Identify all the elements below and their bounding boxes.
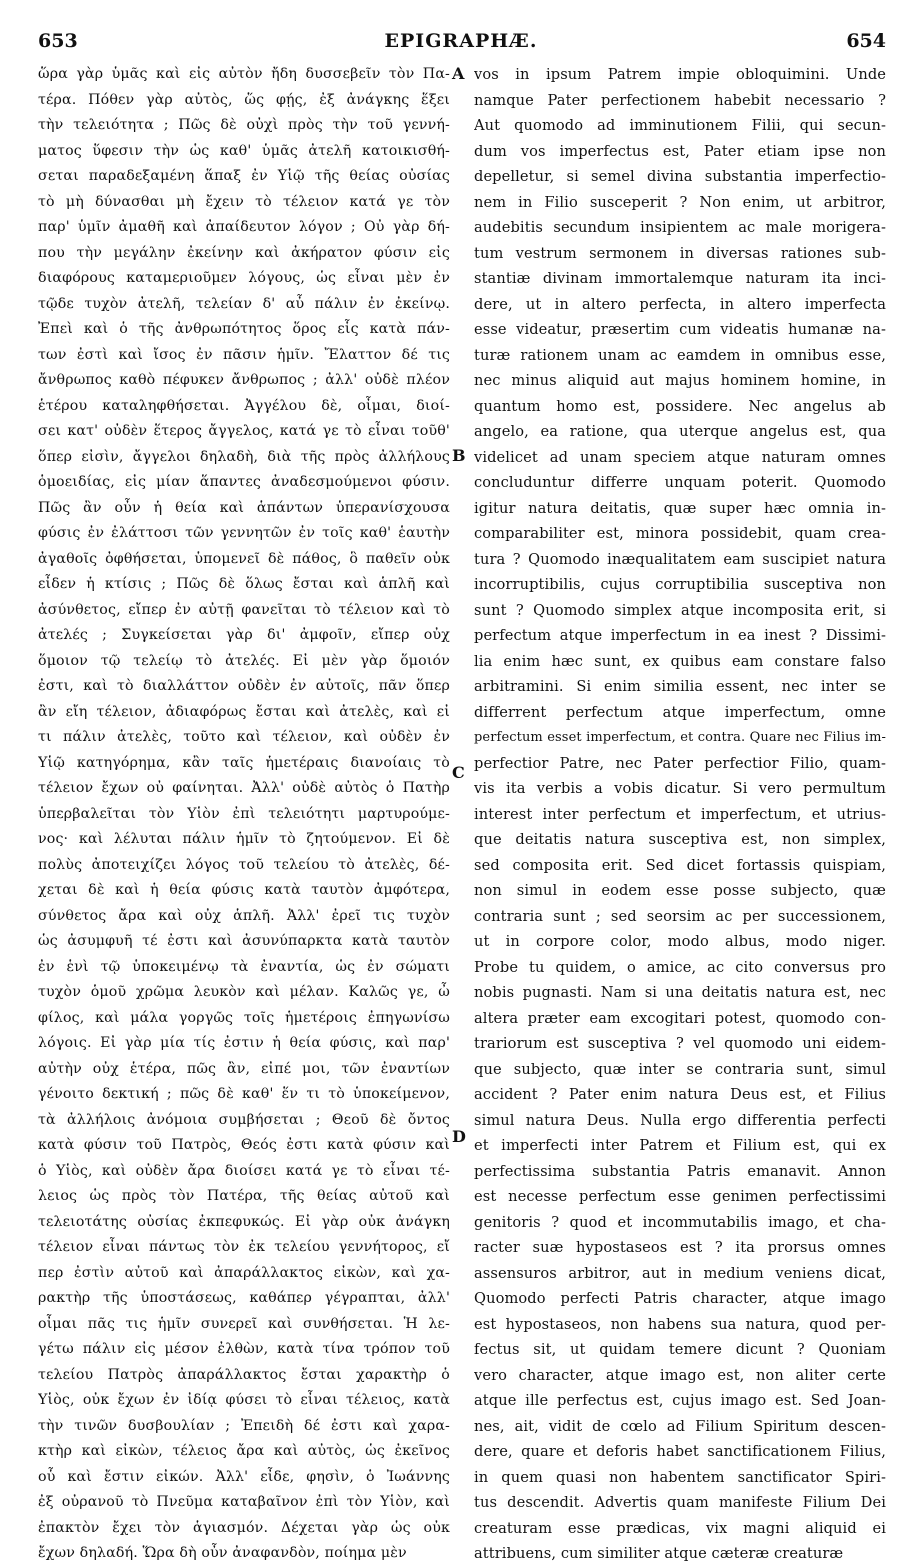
greek-text-line: ὅμοιον τῷ τελείῳ τὸ ἀτελές. Εἰ μὲν γὰρ ὅμοιόν [38,652,450,669]
latin-text-line: fectus sit, ut quidam temere dicunt ? Quoniam [474,1341,886,1358]
greek-text-line: πολὺς ἀποτειχίζει λόγος τοῦ τελείου τὸ ἀτελὲς, δέ- [38,856,450,873]
latin-text-line: non simul in eodem esse posse subjecto, quæ [474,882,886,899]
latin-text-line: trariorum est susceptiva ? vel quomodo uni eidem- [474,1035,886,1052]
latin-text-line: racter suæ hypostaseos est ? ita prorsus omnes [474,1239,886,1256]
latin-text-line: angelo, ea ratione, qua uterque angelus est, qua [474,423,886,440]
latin-text-line: altera præter eam excogitari potest, quomodo con- [474,1009,886,1027]
latin-text-line: contraria sunt ; sed seorsim ac per successionem, [474,907,886,925]
latin-text-line: namque Pater perfectionem habebit necessario ? [474,91,886,109]
latin-text-line: in quem quasi non habentem sanctificator Spiri- [474,1468,886,1486]
latin-text-line: differrent perfectum atque imperfectum, omne [474,703,886,721]
latin-text-line: est hypostaseos, non habens sua natura, quod per- [474,1315,886,1333]
greek-text-line: τέλειον εἶναι πάντως τὸν ἐκ τελείου γεννήτορος, εἴ [38,1239,450,1255]
greek-text-line: ἐστι, καὶ τὸ διαλλάττον οὐδὲν ἐν αὐτοῖς, πᾶν ὅπερ [38,678,450,694]
greek-text-column [38,62,450,1567]
latin-text-line: quantum homo est, possidere. Nec angelus ab [474,397,886,415]
greek-text-line: ἂν εἴη τέλειον, ἀδιαφόρως ἔσται καὶ ἀτελὲς, καὶ εἰ [38,703,450,720]
greek-text-line: ἐξ οὐρανοῦ τὸ Πνεῦμα καταβαῖνον ἐπὶ τὸν Υἱὸν, καὶ [38,1494,450,1510]
latin-text-line: audebitis secundum insipientem ac male morigera- [474,219,886,236]
latin-text-line: nes, ait, vidit de cœlo ad Filium Spiritum descen- [474,1417,886,1435]
greek-text-line: ρακτὴρ τῆς ὑποστάσεως, καθάπερ γέγραπται, ἀλλ' [38,1290,450,1306]
section-marker-c: C [452,763,465,782]
greek-text-line: ἀγαθοῖς ὀφθήσεται, ὑπομενεῖ δὲ πάθος, ὃ παθεῖν οὐκ [38,550,450,567]
greek-text-line: οἶμαι πᾶς τις ἡμῖν συνερεῖ καὶ συνθήσεται. Ἡ λε- [38,1315,450,1332]
latin-text-line: videlicet ad unam speciem atque naturam omnes [474,448,886,466]
latin-text-line: perfectum atque imperfectum in ea inest ? Dissimi- [474,627,886,644]
greek-text-line: ὅπερ εἰσὶν, ἄγγελοι δηλαδὴ, διὰ τῆς πρὸς ἀλλήλους [38,448,450,465]
latin-text-line: atque ille perfectus est, cujus imago est. Sed Joan- [474,1392,886,1409]
section-marker-d: D [452,1127,466,1146]
greek-text-line: σύνθετος ἄρα καὶ οὐχ ἁπλῆ. Ἀλλ' ἐρεῖ τις τυχὸν [38,907,450,924]
greek-text-line: τὰ ἀλλήλοις ἀνόμοια συμβήσεται ; Θεοῦ δὲ ὄντος [38,1111,450,1128]
latin-text-line: que deitatis natura susceptiva est, non simplex, [474,831,886,848]
latin-text-line: stantiæ divinam immortalemque naturam ita inci- [474,270,886,287]
latin-text-line: sunt ? Quomodo simplex atque incomposita erit, si [474,601,886,619]
greek-text-line: τέρα. Πόθεν γὰρ αὐτὸς, ὥς φῄς, ἐξ ἀνάγκης ἕξει [38,91,450,108]
latin-text-line: creaturam esse prædicas, vix magni aliquid ei [474,1519,886,1537]
latin-text-line: tura ? Quomodo inæqualitatem eam suscipiet natura [474,550,886,568]
greek-text-line: λόγοις. Εἰ γὰρ μία τίς ἐστιν ἡ θεία φύσις, καὶ παρ' [38,1035,450,1051]
latin-text-line: attribuens, cum similiter atque cæteræ creaturæ [474,1545,844,1562]
latin-text-line: nobis pugnasti. Nam si una deitatis natura est, nec [474,984,886,1001]
greek-text-line: ἐπακτὸν ἔχει τὸν ἁγιασμόν. Δέχεται γὰρ ὡς οὐκ [38,1519,450,1536]
greek-text-line: ὁ Υἱὸς, καὶ οὐδὲν ἄρα διοίσει κατά γε τὸ εἶναι τέ- [38,1162,450,1179]
latin-text-line: turæ rationem unam ac eamdem in omnibus esse, [474,346,886,364]
greek-text-line: ἑτέρου καταληφθήσεται. Ἀγγέλου δὲ, οἶμαι, διοί- [38,397,450,414]
latin-text-line: concluduntur differre unquam poterit. Quomodo [474,474,886,491]
latin-text-line: tum vestrum sermonem in diversas rationes sub- [474,244,886,262]
latin-text-line: comparabiliter est, minora possidebit, quam crea- [474,525,886,542]
greek-text-line: ὑπερβαλεῖται τὸν Υἱὸν ἐπὶ τελειότητι μαρτυρούμε- [38,805,450,822]
greek-text-line: τελειοτάτης οὐσίας ἐκπεφυκώς. Εἰ γὰρ οὐκ ἀνάγκη [38,1213,450,1230]
greek-text-line: διαφόρους καταμεριοῦμεν λόγους, ὡς εἶναι μὲν ἐν [38,270,450,286]
latin-text-line: igitur natura deitatis, quæ super hæc omnia in- [474,499,886,517]
greek-text-line: σει κατ' οὐδὲν ἕτερος ἄγγελος, κατά γε τὸ εἶναι τοῦθ' [38,423,450,439]
greek-text-line: φίλος, καὶ μάλα γοργῶς τοῖς ἡμετέροις ἐπηγωνίσω [38,1009,450,1026]
greek-text-line: των ἐστὶ καὶ ἴσος ἐν πᾶσιν ἡμῖν. Ἔλαττον δέ τις [38,346,450,363]
greek-text-line: οὗ καὶ ἔστιν εἰκών. Ἀλλ' εἶδε, φησὶν, ὁ Ἰωάννης [38,1468,450,1485]
greek-text-line: τέλειον ἔχων οὐ φαίνηται. Ἀλλ' οὐδὲ αὐτὸς ὁ Πατὴρ [38,780,450,796]
latin-text-line: interest inter perfectum et imperfectum, et utrius- [474,805,886,823]
latin-text-column [474,62,886,1567]
latin-text-line: que subjecto, quæ inter se contraria sunt, simul [474,1060,886,1078]
latin-text-line: esse videatur, præsertim cum videatis humanæ na- [474,321,886,338]
greek-text-line: σεται παραδεξαμένη ἅπαξ ἐν Υἱῷ τῆς θείας οὐσίας [38,168,450,184]
running-title: EPIGRAPHÆ. [384,30,538,52]
latin-text-line: simul natura Deus. Nulla ergo differentia perfecti [474,1111,886,1129]
greek-text-line: παρ' ὑμῖν ἀμαθῆ καὶ ἀπαίδευτον λόγον ; Οὐ γὰρ δή- [38,219,450,235]
latin-text-line: dere, ut in altero perfecta, in altero imperfecta [474,295,886,313]
greek-text-line: γένοιτο δεκτική ; πῶς δὲ καθ' ἕν τι τὸ ὑποκείμενον, [38,1086,450,1102]
section-marker-a: A [452,64,465,83]
latin-text-line: lia enim hæc sunt, ex quibus eam constare falso [474,652,886,670]
greek-text-line: Ἐπεὶ καὶ ὁ τῆς ἀνθρωπότητος ὅρος εἷς κατὰ πάν- [38,321,450,337]
greek-text-line: ἀσύνθετος, εἴπερ ἐν αὐτῇ φανεῖται τὸ τέλειον καὶ τὸ [38,601,450,618]
latin-text-line: arbitramini. Si enim similia essent, nec inter se [474,678,886,695]
latin-text-line: depelletur, si semel divina substantia imperfectio- [474,168,886,185]
greek-text-line: ἐν ἑνὶ τῷ ὑποκειμένῳ τὰ ἐναντία, ὡς ἐν σώματι [38,958,450,975]
latin-text-line: tus descendit. Advertis quam manifeste Filium Dei [474,1494,886,1511]
greek-text-line: ἀτελές ; Συγκείσεται γὰρ δι' ἀμφοῖν, εἴπερ οὐχ [38,627,450,643]
greek-text-line: Πῶς ἂν οὖν ἡ θεία καὶ ἁπάντων ὑπερανίσχουσα [38,499,450,516]
greek-text-line: ὥρα γὰρ ὑμᾶς καὶ εἰς αὐτὸν ἤδη δυσσεβεῖν τὸν Πα- [38,66,450,82]
latin-text-line: et imperfecti inter Patrem et Filium est, qui ex [474,1137,886,1154]
latin-text-line: accident ? Pater enim natura Deus est, et Filius [474,1086,886,1103]
page-number-right: 654 [846,30,886,52]
greek-text-line: εἶδεν ἡ κτίσις ; Πῶς δὲ ὅλως ἔσται καὶ ἁπλῆ καὶ [38,576,450,592]
latin-text-line: perfectissima substantia Patris emanavit. Annon [474,1162,886,1180]
greek-text-line: φύσις ἐν ἐλάττοσι τῶν γεννητῶν ἐν τοῖς καθ' ἑαυτὴν [38,525,450,541]
greek-text-line: τὸ μὴ δύνασθαι μὴ ἔχειν τὸ τέλειον κατά γε τὸν [38,193,450,210]
latin-text-line: Quomodo perfecti Patris character, atque imago [474,1290,886,1307]
greek-text-line: τι πάλιν ἀτελὲς, τοῦτο καὶ τέλειον, καὶ οὐδὲν ἐν [38,729,450,745]
greek-text-line: τὴν τελειότητα ; Πῶς δὲ οὐχὶ πρὸς τὴν τοῦ γεννή- [38,117,450,133]
greek-text-line: λειος ὡς πρὸς τὸν Πατέρα, τῆς θείας αὐτοῦ καὶ [38,1188,450,1204]
latin-text-line: vos in ipsum Patrem impie obloquimini. Unde [474,66,886,83]
greek-text-line: περ ἐστὶν αὐτοῦ καὶ ἀπαράλλακτος εἰκὼν, καὶ χα- [38,1264,450,1281]
greek-text-line: κατὰ φύσιν τοῦ Πατρὸς, Θεός ἐστι κατὰ φύσιν καὶ [38,1137,450,1153]
latin-text-line: perfectior Patre, nec Pater perfectior Filio, quam- [474,754,886,772]
greek-text-line: τυχὸν ὁμοῦ χρῶμα λευκὸν καὶ μέλαν. Καλῶς γε, ὦ [38,984,450,1000]
latin-text-line: vis ita verbis a vobis dicatur. Si vero permultum [474,780,886,797]
latin-text-line: vero character, atque imago est, non aliter certe [474,1366,886,1384]
greek-text-line: ἄνθρωπος καθὸ πέφυκεν ἄνθρωπος ; ἀλλ' οὐδὲ πλέον [38,372,450,388]
latin-text-line: nec minus aliquid aut majus hominem homine, in [474,372,886,389]
latin-text-line: Aut quomodo ad imminutionem Filii, qui secun- [474,117,886,134]
latin-text-line: nem in Filio susceperit ? Non enim, ut arbitror, [474,193,886,211]
greek-text-line: χεται δὲ καὶ ἡ θεία φύσις κατὰ ταυτὸν ἀμφότερα, [38,882,450,898]
greek-text-line: τῷδε τυχὸν ἀτελῆ, τελείαν δ' αὖ πάλιν ἐν ἐκείνῳ. [38,295,450,312]
greek-text-line: Υἱὸς, οὐκ ἔχων ἐν ἰδίᾳ φύσει τὸ εἶναι τέλειος, κατὰ [38,1392,450,1408]
latin-text-line: perfectum esset imperfectum, et contra. Quare nec Filius im- [474,730,886,745]
greek-text-line: Υἱῷ κατηγόρημα, κἂν ταῖς ἡμετέραις διανοίαις τὸ [38,754,450,771]
latin-text-line: dere, quare et deforis habet sanctificationem Filius, [474,1443,886,1460]
page-header [0,30,922,62]
greek-text-line: αὐτὴν οὐχ ἑτέρα, πῶς ἂν, εἰπέ μοι, τῶν ἐναντίων [38,1060,450,1077]
greek-text-line: που τὴν μεγάλην ἐκείνην καὶ ἀκήρατον φύσιν εἰς [38,244,450,261]
latin-text-line: dum vos imperfectus est, Pater etiam ipse non [474,142,886,160]
latin-text-line: ut in corpore color, modo albus, modo niger. [474,933,886,950]
latin-text-line: genitoris ? quod et incommutabilis imago, et cha- [474,1213,886,1231]
greek-text-line: ἔχων δηλαδή. Ὥρα δὴ οὖν ἀναφανδὸν, ποίημα μὲν [38,1545,407,1561]
greek-text-line: ὡς ἀσυμφυῆ τέ ἐστι καὶ ἀσυνύπαρκτα κατὰ ταυτὸν [38,933,450,949]
latin-text-line: sed composita erit. Sed dicet fortassis quispiam, [474,856,886,874]
greek-text-line: νος· καὶ λέλυται πάλιν ἡμῖν τὸ ζητούμενον. Εἰ δὲ [38,831,450,847]
greek-text-line: τὴν τινῶν δυσβουλίαν ; Ἐπειδὴ δέ ἐστι καὶ χαρα- [38,1417,450,1434]
greek-text-line: τελείου Πατρὸς ἀπαράλλακτος ἔσται χαρακτὴρ ὁ [38,1366,450,1383]
latin-text-line: assensuros arbitror, aut in medium veniens dicat, [474,1264,886,1282]
latin-text-line: est necesse perfectum esse genimen perfectissimi [474,1188,886,1205]
page-number-left: 653 [38,30,78,52]
greek-text-line: ὁμοειδίας, εἰς μίαν ἅπαντες ἀναδεσμούμενοι φύσιν. [38,474,450,490]
greek-text-line: γέτω πάλιν εἰς μέσον ἐλθὼν, κατὰ τίνα τρόπον τοῦ [38,1341,450,1357]
section-marker-b: B [452,446,466,465]
greek-text-line: ματος ὕφεσιν τὴν ὡς καθ' ὑμᾶς ἀτελῆ κατοικισθή- [38,142,450,159]
greek-text-line: κτὴρ καὶ εἰκὼν, τέλειος ἄρα καὶ αὐτὸς, ὡς ἐκεῖνος [38,1443,450,1459]
latin-text-line: Probe tu quidem, o amice, ac cito conversus pro [474,958,886,976]
latin-text-line: incorruptibilis, cujus corruptibilia susceptiva non [474,576,886,593]
